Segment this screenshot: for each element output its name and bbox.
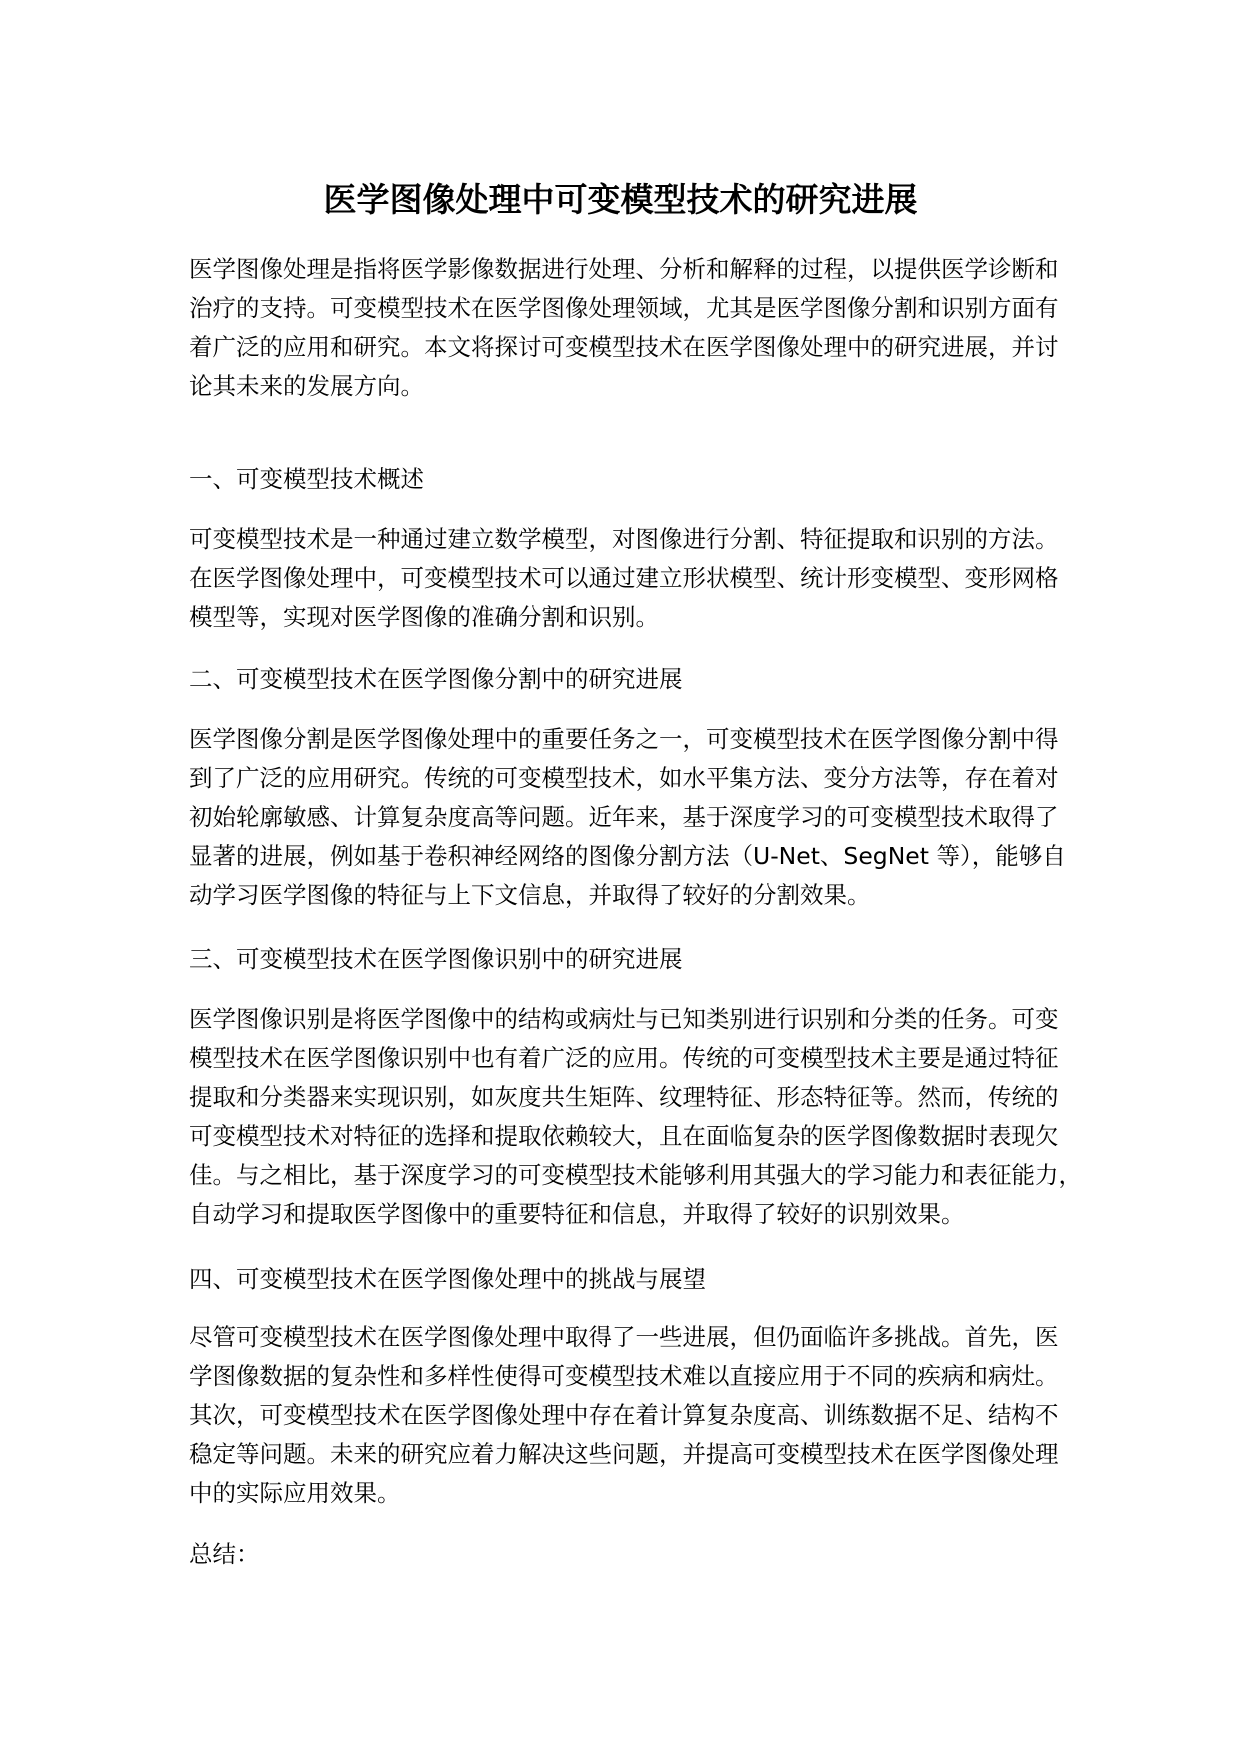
section-heading-text: 四、可变模型技术在医学图像处理中的挑战与展望 — [189, 1265, 706, 1293]
section-heading — [189, 660, 683, 699]
intro-paragraph — [189, 250, 1059, 406]
paragraph-line: 其次，可变模型技术在医学图像处理中存在着计算复杂度高、训练数据不足、结构不 — [189, 1401, 1059, 1429]
intro-line: 治疗的支持。可变模型技术在医学图像处理领域，尤其是医学图像分割和识别方面有 — [189, 294, 1059, 322]
paragraph-line: 在医学图像处理中，可变模型技术可以通过建立形状模型、统计形变模型、变形网格 — [189, 564, 1059, 592]
section-heading-text: 二、可变模型技术在医学图像分割中的研究进展 — [189, 665, 683, 693]
paragraph-line: 佳。与之相比，基于深度学习的可变模型技术能够利用其强大的学习能力和表征能力， — [189, 1161, 1082, 1189]
section-heading — [189, 1260, 706, 1299]
section-paragraph — [189, 1000, 1082, 1234]
paragraph-line: 动学习医学图像的特征与上下文信息，并取得了较好的分割效果。 — [189, 881, 871, 909]
section-heading-text: 一、可变模型技术概述 — [189, 465, 424, 493]
section-heading — [189, 460, 424, 499]
paragraph-line: 自动学习和提取医学图像中的重要特征和信息，并取得了较好的识别效果。 — [189, 1200, 965, 1228]
paragraph-line: 可变模型技术对特征的选择和提取依赖较大，且在面临复杂的医学图像数据时表现欠 — [189, 1122, 1059, 1150]
paragraph-line: 稳定等问题。未来的研究应着力解决这些问题，并提高可变模型技术在医学图像处理 — [189, 1440, 1059, 1468]
section-heading — [189, 940, 683, 979]
section-paragraph — [189, 720, 1066, 915]
section-heading-text: 三、可变模型技术在医学图像识别中的研究进展 — [189, 945, 683, 973]
summary-label: 总结： — [189, 1540, 260, 1568]
intro-line: 医学图像处理是指将医学影像数据进行处理、分析和解释的过程，以提供医学诊断和 — [189, 255, 1059, 283]
paragraph-line: 学图像数据的复杂性和多样性使得可变模型技术难以直接应用于不同的疾病和病灶。 — [189, 1362, 1059, 1390]
paragraph-line: 中的实际应用效果。 — [189, 1479, 401, 1507]
paragraph-line: 可变模型技术是一种通过建立数学模型，对图像进行分割、特征提取和识别的方法。 — [189, 525, 1059, 553]
intro-line: 着广泛的应用和研究。本文将探讨可变模型技术在医学图像处理中的研究进展，并讨 — [189, 333, 1059, 361]
paragraph-line: 初始轮廓敏感、计算复杂度高等问题。近年来，基于深度学习的可变模型技术取得了 — [189, 803, 1059, 831]
paragraph-line: 尽管可变模型技术在医学图像处理中取得了一些进展，但仍面临许多挑战。首先，医 — [189, 1323, 1059, 1351]
paragraph-line: 模型等，实现对医学图像的准确分割和识别。 — [189, 603, 659, 631]
intro-line: 论其未来的发展方向。 — [189, 372, 424, 400]
section-paragraph — [189, 520, 1059, 637]
paragraph-line: 显著的进展，例如基于卷积神经网络的图像分割方法（U-Net、SegNet 等），能够自 — [189, 842, 1066, 870]
paragraph-line: 到了广泛的应用研究。传统的可变模型技术，如水平集方法、变分方法等，存在着对 — [189, 764, 1059, 792]
paragraph-line: 医学图像识别是将医学图像中的结构或病灶与已知类别进行识别和分类的任务。可变 — [189, 1005, 1059, 1033]
paragraph-line: 模型技术在医学图像识别中也有着广泛的应用。传统的可变模型技术主要是通过特征 — [189, 1044, 1059, 1072]
paragraph-line: 医学图像分割是医学图像处理中的重要任务之一，可变模型技术在医学图像分割中得 — [189, 725, 1059, 753]
document-title: 医学图像处理中可变模型技术的研究进展 — [323, 180, 918, 219]
section-paragraph — [189, 1318, 1059, 1513]
paragraph-line: 提取和分类器来实现识别，如灰度共生矩阵、纹理特征、形态特征等。然而，传统的 — [189, 1083, 1059, 1111]
summary-heading — [189, 1535, 260, 1574]
